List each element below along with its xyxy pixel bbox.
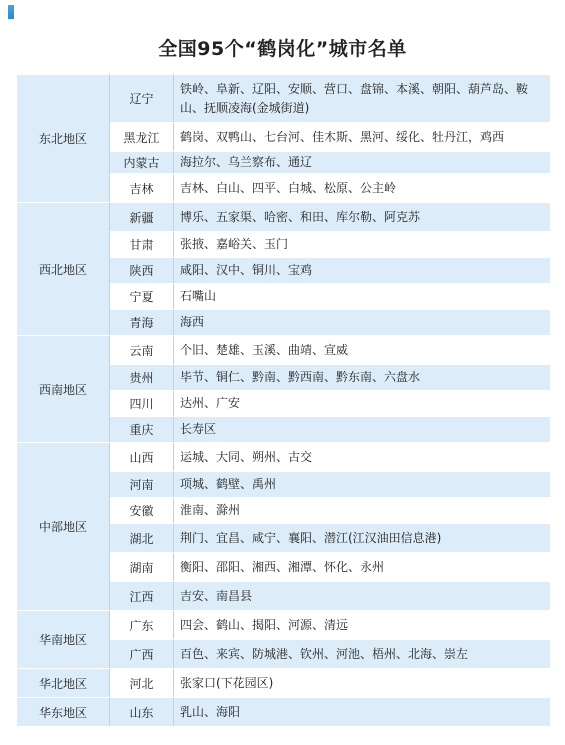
province-cell: 四川 [110,391,174,417]
province-cell: 吉林 [110,174,174,203]
region-cell: 东北地区 [17,75,110,203]
cities-cell: 吉林、白山、四平、白城、松原、公主岭 [174,174,551,203]
cities-cell: 衡阳、邵阳、湘西、湘潭、怀化、永州 [174,553,551,582]
table-row [17,611,551,640]
province-cell: 云南 [110,336,174,365]
region-cell: 西南地区 [17,336,110,443]
region-cell: 中部地区 [17,443,110,611]
cities-cell: 石嘴山 [174,284,551,310]
province-cell: 河北 [110,669,174,698]
table-row [17,669,551,698]
cities-cell: 海西 [174,310,551,336]
province-cell: 青海 [110,310,174,336]
table-row [17,75,551,123]
province-cell: 宁夏 [110,284,174,310]
cities-cell: 运城、大同、朔州、古交 [174,443,551,472]
region-cell: 华南地区 [17,611,110,669]
province-cell: 山西 [110,443,174,472]
cities-cell: 铁岭、阜新、辽阳、安顺、营口、盘锦、本溪、朝阳、葫芦岛、鞍山、抚顺凌海(金城街道) [174,75,551,123]
province-cell: 湖南 [110,553,174,582]
province-cell: 辽宁 [110,75,174,123]
cities-cell: 吉安、南昌县 [174,582,551,611]
cities-cell: 淮南、滁州 [174,498,551,524]
cities-cell: 咸阳、汉中、铜川、宝鸡 [174,258,551,284]
province-cell: 陕西 [110,258,174,284]
corner-accent [8,5,14,19]
page-title: 全国95个“鹤岗化”城市名单 [158,38,407,60]
province-cell: 广西 [110,640,174,669]
cities-cell: 四会、鹤山、揭阳、河源、清远 [174,611,551,640]
province-cell: 山东 [110,698,174,727]
cities-cell: 长寿区 [174,417,551,443]
table-row [17,203,551,232]
cities-cell: 荆门、宜昌、咸宁、襄阳、潜江(江汉油田信息港) [174,524,551,553]
province-cell: 新疆 [110,203,174,232]
province-cell: 广东 [110,611,174,640]
region-cell: 华北地区 [17,669,110,698]
cities-cell: 张家口(下花园区) [174,669,551,698]
province-cell: 贵州 [110,365,174,391]
cities-cell: 个旧、楚雄、玉溪、曲靖、宣威 [174,336,551,365]
cities-cell: 海拉尔、乌兰察布、通辽 [174,152,551,174]
city-list-table [16,74,551,727]
province-cell: 甘肃 [110,232,174,258]
province-cell: 安徽 [110,498,174,524]
province-cell: 湖北 [110,524,174,553]
cities-cell: 张掖、嘉峪关、玉门 [174,232,551,258]
cities-cell: 毕节、铜仁、黔南、黔西南、黔东南、六盘水 [174,365,551,391]
cities-cell: 达州、广安 [174,391,551,417]
cities-cell: 鹤岗、双鸭山、七台河、佳木斯、黑河、绥化、牡丹江，鸡西 [174,123,551,152]
cities-cell: 乳山、海阳 [174,698,551,727]
region-cell: 华东地区 [17,698,110,727]
province-cell: 江西 [110,582,174,611]
table-row [17,698,551,727]
province-cell: 内蒙古 [110,152,174,174]
region-cell: 西北地区 [17,203,110,336]
province-cell: 重庆 [110,417,174,443]
table-row [17,443,551,472]
cities-cell: 博乐、五家渠、哈密、和田、库尔勒、阿克苏 [174,203,551,232]
cities-cell: 百色、来宾、防城港、钦州、河池、梧州、北海、崇左 [174,640,551,669]
table-row [17,336,551,365]
province-cell: 黑龙江 [110,123,174,152]
province-cell: 河南 [110,472,174,498]
cities-cell: 项城、鹤壁、禹州 [174,472,551,498]
